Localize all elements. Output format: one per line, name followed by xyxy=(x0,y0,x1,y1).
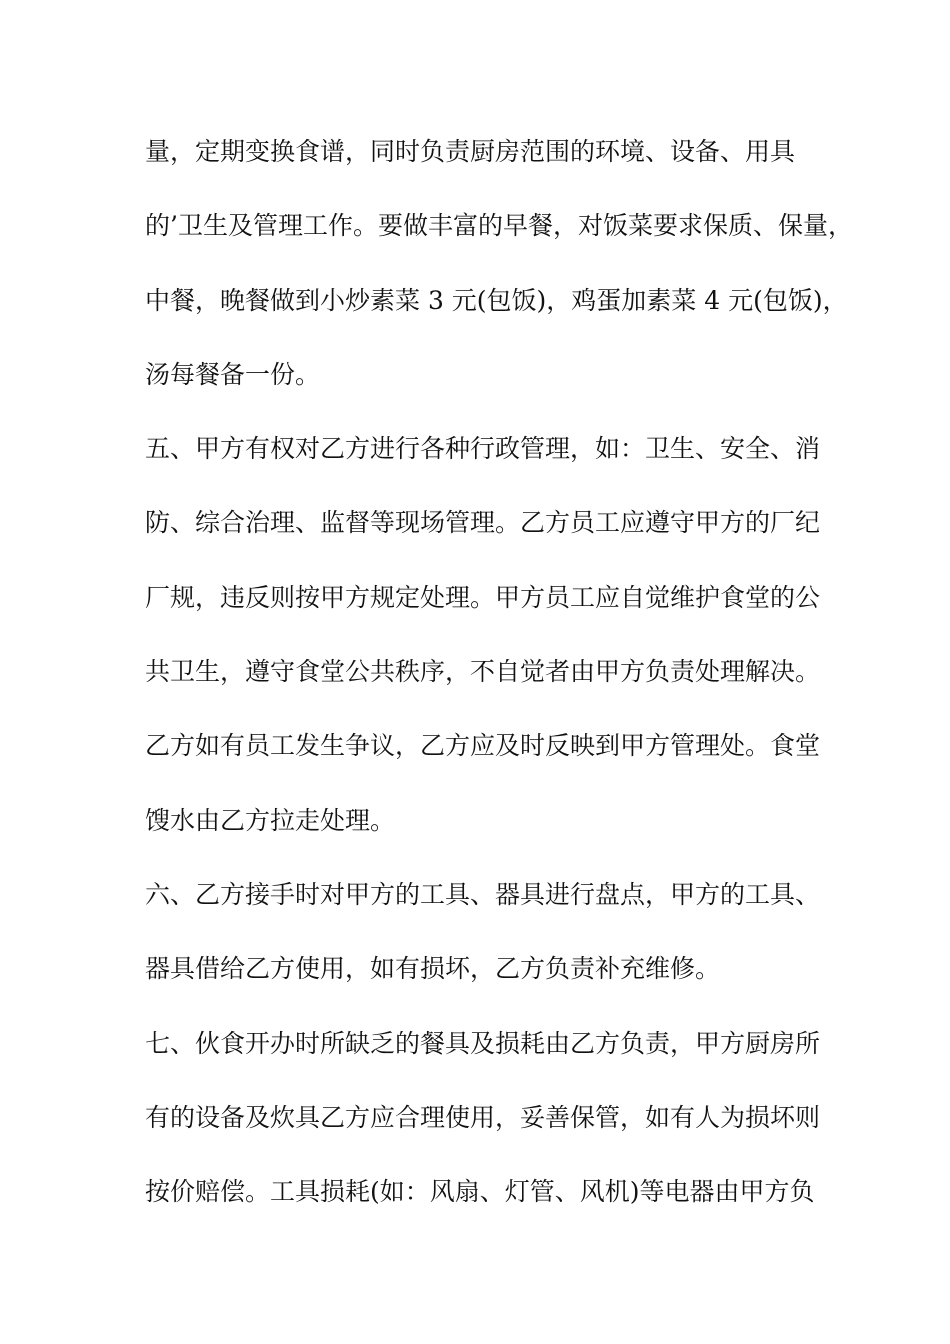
text-line: 馊水由乙方拉走处理。 xyxy=(145,805,396,835)
text-line: 防、综合治理、监督等现场管理。乙方员工应遵守甲方的厂纪 xyxy=(145,508,821,538)
text-line: 共卫生，遵守食堂公共秩序，不自觉者由甲方负责处理解决。 xyxy=(145,657,821,687)
text-line: 按价赔偿。工具损耗(如：风扇、灯管、风机)等电器由甲方负 xyxy=(145,1177,815,1207)
text-line: 器具借给乙方使用，如有损坏，乙方负责补充维修。 xyxy=(145,954,721,984)
text-line: 中餐，晚餐做到小炒素菜 3 元(包饭)，鸡蛋加素菜 4 元(包饭)， xyxy=(145,285,848,315)
text-line: 厂规，违反则按甲方规定处理。甲方员工应自觉维护食堂的公 xyxy=(145,582,821,612)
text-line: 汤每餐备一份。 xyxy=(145,359,321,389)
text-line: 六、乙方接手时对甲方的工具、器具进行盘点，甲方的工具、 xyxy=(145,879,821,909)
text-line: 量，定期变换食谱，同时负责厨房范围的环境、设备、用具 xyxy=(145,137,796,166)
text-line: 的’卫生及管理工作。要做丰富的早餐，对饭菜要求保质、保量， xyxy=(145,211,853,241)
text-line: 有的设备及炊具乙方应合理使用，妥善保管，如有人为损坏则 xyxy=(145,1102,821,1132)
text-line: 乙方如有员工发生争议，乙方应及时反映到甲方管理处。食堂 xyxy=(145,731,821,761)
text-line: 五、甲方有权对乙方进行各种行政管理，如：卫生、安全、消 xyxy=(145,434,821,464)
text-line: 七、伙食开办时所缺乏的餐具及损耗由乙方负责，甲方厨房所 xyxy=(145,1028,821,1058)
contract-text xyxy=(145,132,853,1246)
